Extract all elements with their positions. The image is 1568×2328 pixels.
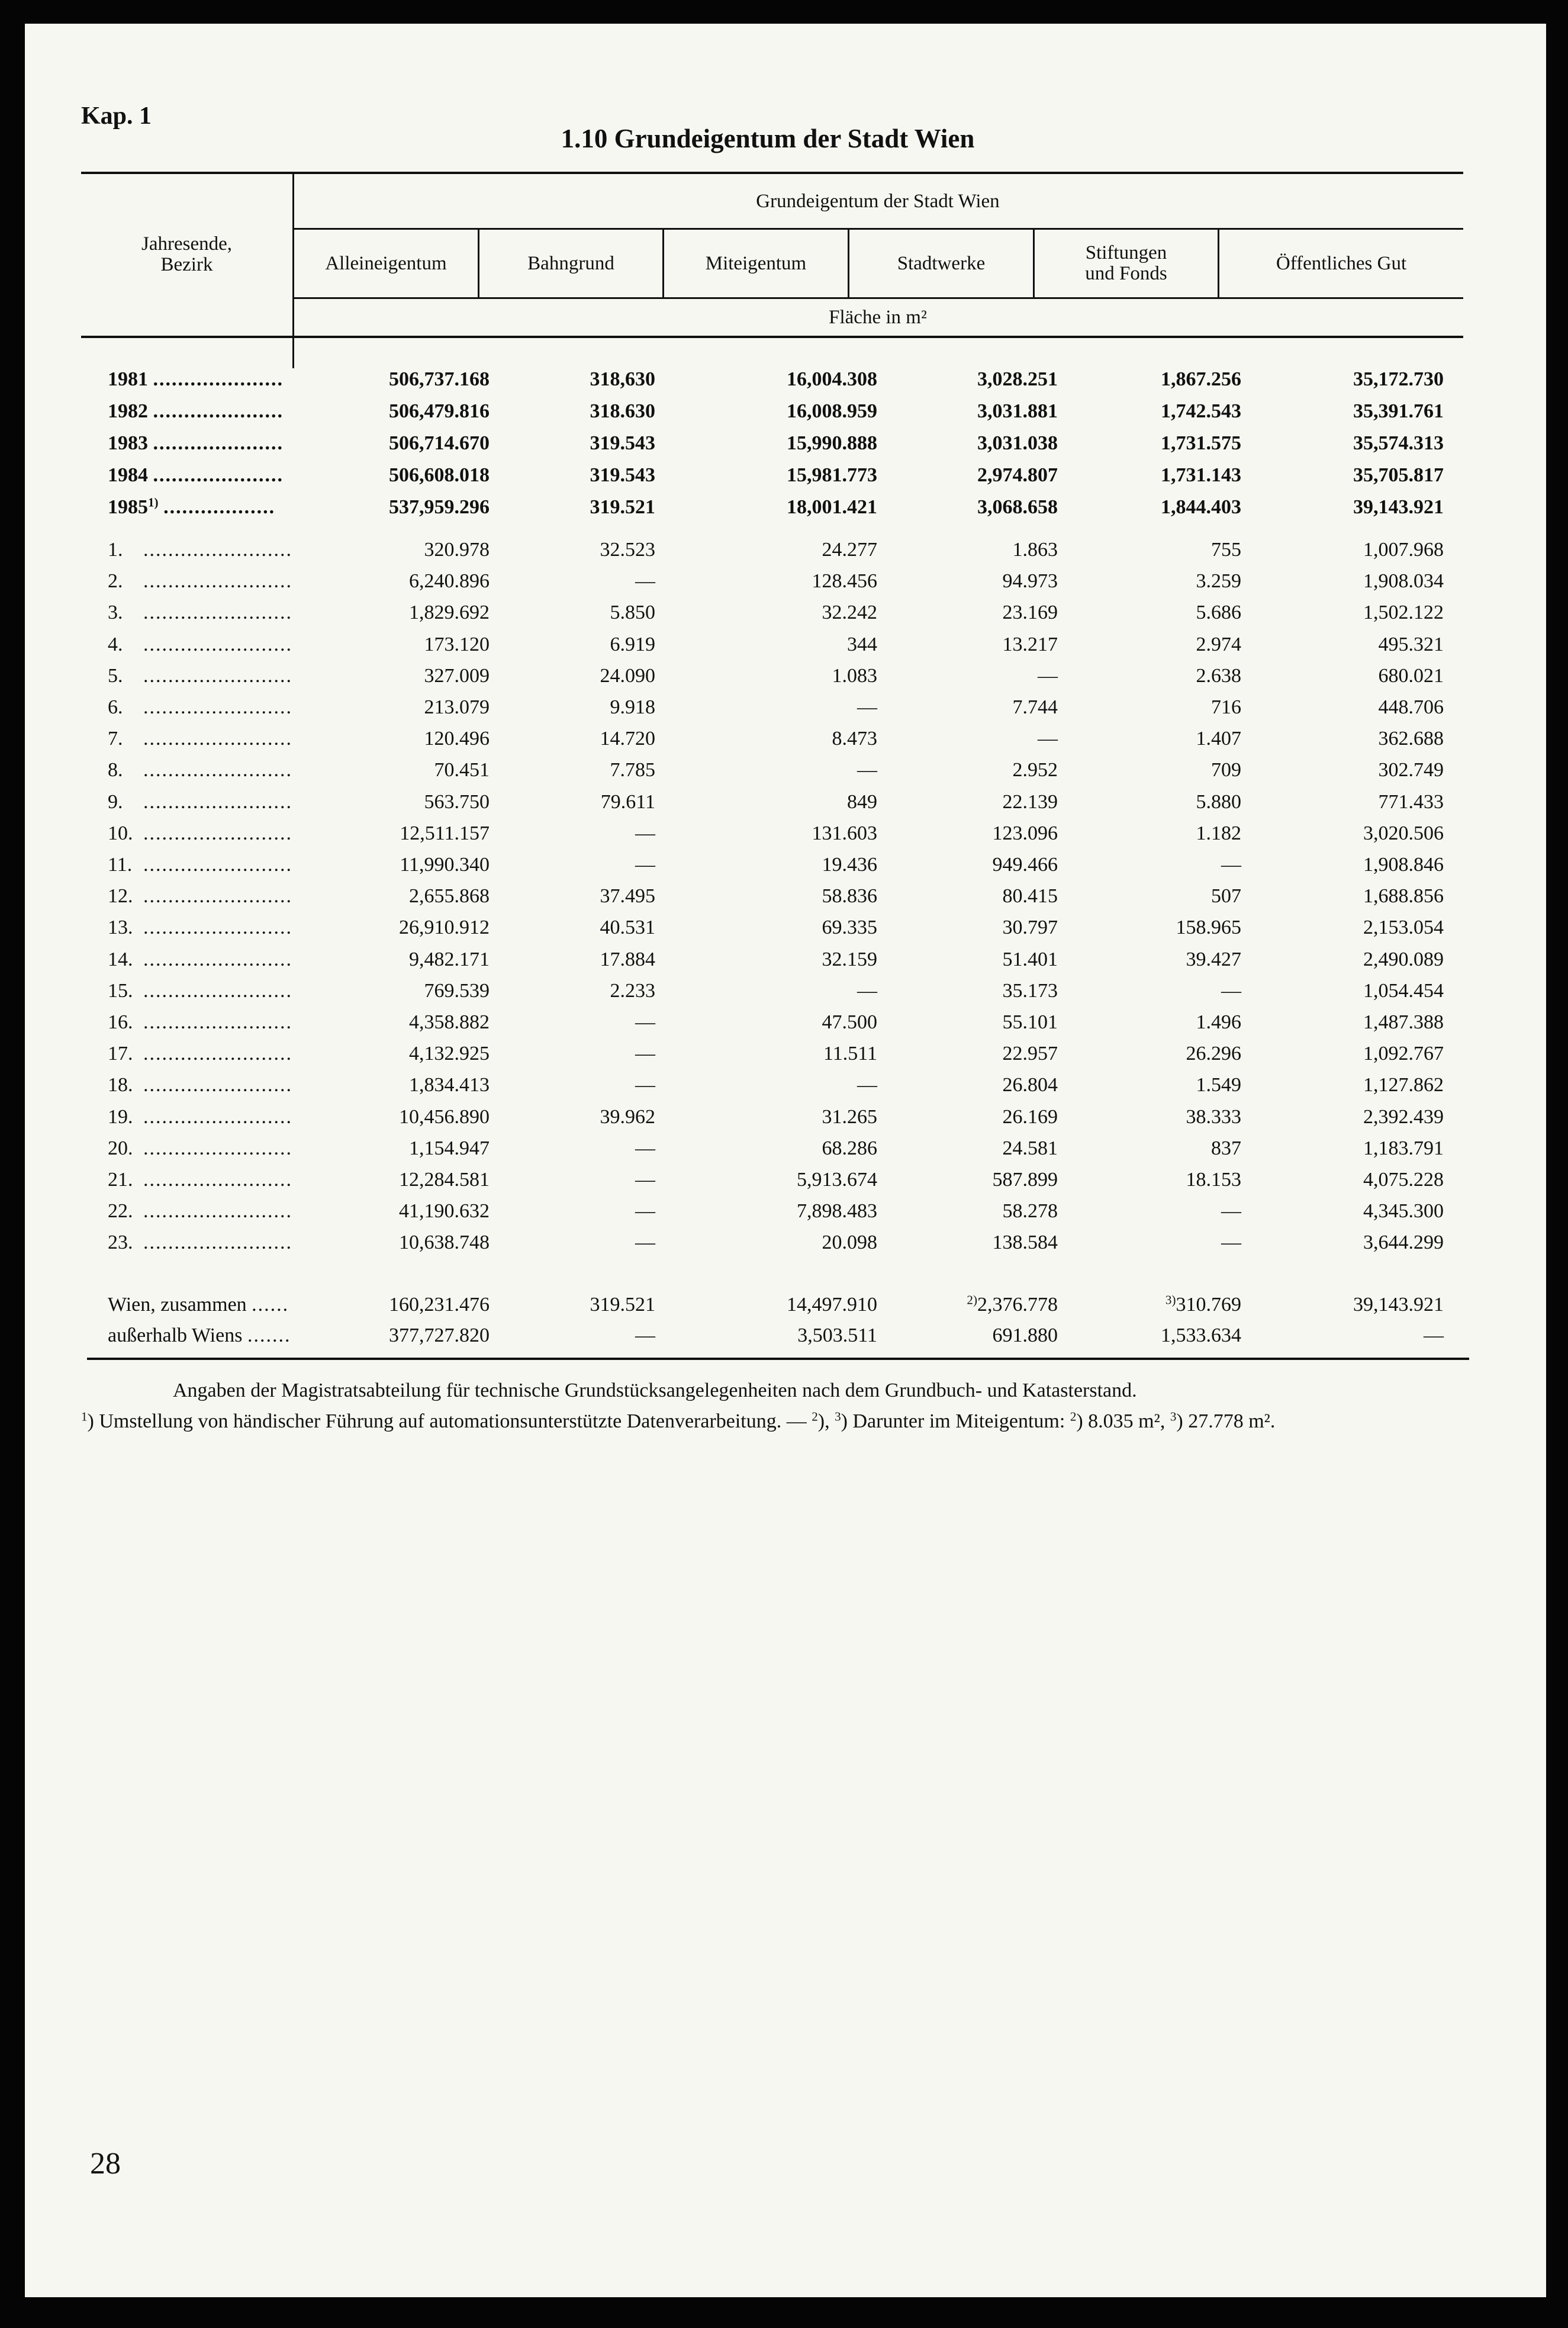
table-cell: 26,910.912 [399,917,490,939]
row-label: 12. ........................ [108,885,292,908]
table-cell: 35,172.730 [1353,368,1444,390]
table-cell: 506,608.018 [389,464,490,486]
table-cell: 8.473 [832,728,877,750]
table-cell: 15,990.888 [787,432,877,454]
table-cell: — [635,570,655,593]
table-row-district [84,816,1469,848]
table-row-district [84,690,1469,722]
table-cell: 12,284.581 [399,1169,490,1191]
table-cell: 448.706 [1378,696,1444,718]
table-cell: 506,714.670 [389,432,490,454]
table-cell: 38.333 [1186,1105,1241,1128]
row-label: 2. ........................ [108,570,292,593]
table-cell: 213.079 [424,696,490,718]
table-cell: 10,456.890 [399,1105,490,1128]
table-row-district [84,1068,1469,1100]
chapter-label: Kap. 1 [81,102,152,130]
table-cell: 138.584 [992,1231,1058,1254]
table-cell: 1,731.575 [1161,432,1241,454]
table-cell: 1.407 [1196,728,1241,750]
table-row-district [84,1131,1469,1163]
table-cell: 9,482.171 [409,948,490,970]
table-row-total [84,1288,1469,1320]
table-cell: 327.009 [424,664,490,687]
table-cell: 1,867.256 [1161,368,1241,390]
table-cell: 26.296 [1186,1043,1241,1065]
table-cell: 39,143.921 [1353,1294,1444,1316]
footnote-marker: 2) [967,1292,977,1307]
table-cell: 14.720 [600,728,655,750]
table-cell: 18.153 [1186,1169,1241,1191]
table-cell: 3,644.299 [1363,1231,1444,1254]
table-cell: 3,028.251 [977,368,1058,390]
table-cell: 17.884 [600,948,655,970]
table-cell: 24.277 [822,539,877,561]
table-cell: 7,898.483 [797,1200,877,1223]
table-row-total [84,1319,1469,1351]
table-cell: 4,075.228 [1363,1169,1444,1191]
table-cell: 1,183.791 [1363,1137,1444,1159]
table-cell: 1,908.034 [1363,570,1444,593]
table-cell: 2.638 [1196,664,1241,687]
table-cell: 2,974.807 [977,464,1058,486]
row-label: 5. ........................ [108,664,292,687]
table-cell: 1.083 [832,664,877,687]
table-cell: 755 [1211,539,1241,561]
table-row-district [84,911,1469,943]
table-cell: 949.466 [992,854,1058,876]
table-cell: 79.611 [600,790,655,813]
table-cell: 30.797 [1002,917,1058,939]
row-label: Wien, zusammen ...... [108,1294,289,1316]
table-cell: 1.182 [1196,822,1241,844]
table-row-district [84,753,1469,785]
table-cell: 318.630 [590,400,655,422]
table-row-district [84,722,1469,754]
table-row-year [84,394,1469,426]
table-cell: — [635,1074,655,1097]
table-row-district [84,1100,1469,1132]
table-cell: 319.543 [590,432,655,454]
document-page [25,24,1546,2297]
source-note: Angaben der Magistratsabteilung für technische Grundstücksangelegenheiten nach dem Grundbuch- und Katasterstand. [173,1380,1137,1401]
table-cell: 26.169 [1002,1105,1058,1128]
table-cell: 173.120 [424,633,490,655]
table-cell: — [635,1043,655,1065]
table-row-district [84,1226,1469,1258]
column-header-miteigentum: Miteigentum [705,252,807,274]
table-cell: 47.500 [822,1011,877,1033]
table-cell: 41,190.632 [399,1200,490,1223]
footnote-marker: 3) [1165,1292,1176,1307]
table-cell: 20.098 [822,1231,877,1254]
table-cell: 68.286 [822,1137,877,1159]
table-row-district [84,1037,1469,1069]
table-cell: 14,497.910 [787,1294,877,1316]
table-cell: 1,054.454 [1363,979,1444,1002]
table-row-year [84,362,1469,394]
table-cell: 31.265 [822,1105,877,1128]
table-cell: 1,487.388 [1363,1011,1444,1033]
table-cell: 35.173 [1002,979,1058,1002]
table-row-district [84,596,1469,628]
table-cell: 2.233 [610,979,655,1002]
table-cell: 1,731.143 [1161,464,1241,486]
table-cell: 771.433 [1378,790,1444,813]
table-cell: 18,001.421 [787,496,877,518]
table-row-district [84,533,1469,565]
table-cell: 123.096 [992,822,1058,844]
table-cell: 24.090 [600,664,655,687]
row-label: 1981 ..................... [108,368,284,390]
table-row-year [84,458,1469,490]
table-cell: 39.962 [600,1105,655,1128]
unit-label: Fläche in m² [829,306,927,328]
table-cell: 4,345.300 [1363,1200,1444,1223]
table-top-rule [81,172,1463,174]
table-cell: 1,688.856 [1363,885,1444,908]
table-cell: 128.456 [812,570,877,593]
table-cell: 5.850 [610,602,655,624]
row-label: 15. ........................ [108,979,292,1002]
table-cell: 506,737.168 [389,368,490,390]
column-header-oeffentliches-gut: Öffentliches Gut [1276,252,1407,274]
table-row-district [84,1194,1469,1226]
table-cell: 37.495 [600,885,655,908]
table-cell: — [857,979,877,1002]
table-cell: 58.836 [822,885,877,908]
table-cell: 10,638.748 [399,1231,490,1254]
table-cell: $^{3)}$310.769 [1165,1292,1241,1316]
table-row-district [84,1163,1469,1195]
table-cell: 2,655.868 [409,885,490,908]
table-cell: 320.978 [424,539,490,561]
table-cell: 769.539 [424,979,490,1002]
table-cell: 537,959.296 [389,496,490,518]
table-cell: 69.335 [822,917,877,939]
table-cell: 506,479.816 [389,400,490,422]
table-cell: — [635,1200,655,1223]
table-cell: 3,068.658 [977,496,1058,518]
table-cell: — [857,759,877,782]
table-cell: 1,092.767 [1363,1043,1444,1065]
table-cell: 35,705.817 [1353,464,1444,486]
table-cell: 716 [1211,696,1241,718]
row-label: 8. ........................ [108,759,292,782]
row-label: 1985$^{1)}$ .................. [108,495,276,518]
table-cell: 19.436 [822,854,877,876]
table-cell: 849 [847,790,877,813]
table-cell: 318,630 [590,368,655,390]
table-cell: — [635,1169,655,1191]
table-cell: — [1221,854,1241,876]
column-header-stiftungen: Stiftungen und Fonds [1085,242,1167,284]
table-cell: 344 [847,633,877,655]
table-cell: 1,834.413 [409,1074,490,1097]
table-cell: 5.880 [1196,790,1241,813]
table-cell: 51.401 [1002,948,1058,970]
table-cell: 1,829.692 [409,602,490,624]
table-cell: 302.749 [1378,759,1444,782]
table-bottom-rule [87,1358,1469,1360]
table-cell: 6.919 [610,633,655,655]
header-bottom-rule [81,336,1463,338]
table-row-district [84,628,1469,660]
row-label: 11. ........................ [108,854,292,876]
row-label: 9. ........................ [108,790,292,813]
row-label: 19. ........................ [108,1105,292,1128]
table-cell: 70.451 [434,759,490,782]
table-cell: — [857,696,877,718]
table-cell: 9.918 [610,696,655,718]
table-cell: — [635,854,655,876]
table-cell: 6,240.896 [409,570,490,593]
table-cell: 22.957 [1002,1043,1058,1065]
table-cell: 837 [1211,1137,1241,1159]
table-cell: 39.427 [1186,948,1241,970]
row-label: 1983 ..................... [108,432,284,454]
table-cell: 2.974 [1196,633,1241,655]
table-cell: 3,031.038 [977,432,1058,454]
footnote: $^1$) Umstellung von händischer Führung auf automationsunterstützte Datenverarbeitung. — $^2$), $^3$) Darunter im Miteigentum: $^2$) 8.035 m², $^3$) 27.778 m². [81,1409,1276,1432]
table-row-district [84,564,1469,596]
row-label: 13. ........................ [108,917,292,939]
table-cell: 1,742.543 [1161,400,1241,422]
column-header-stadtwerke: Stadtwerke [897,252,986,274]
row-label: 7. ........................ [108,728,292,750]
table-cell: 709 [1211,759,1241,782]
table-cell: — [857,1074,877,1097]
table-cell: 158.965 [1176,917,1241,939]
table-cell: 120.496 [424,728,490,750]
table-cell: — [1038,728,1058,750]
table-cell: 1.496 [1196,1011,1241,1033]
table-cell: 35,574.313 [1353,432,1444,454]
row-label: 18. ........................ [108,1074,292,1097]
table-cell: 3,031.881 [977,400,1058,422]
table-row-district [84,785,1469,817]
header-group-label: Grundeigentum der Stadt Wien [756,190,1000,212]
table-cell: 32.242 [822,602,877,624]
table-cell: 39,143.921 [1353,496,1444,518]
row-label: 17. ........................ [108,1043,292,1065]
column-header-alleineigentum: Alleineigentum [325,252,447,274]
table-cell: 319.521 [590,496,655,518]
table-cell: 23.169 [1002,602,1058,624]
table-cell: 319.521 [590,1294,655,1316]
table-cell: 7.785 [610,759,655,782]
table-cell: 4,132.925 [409,1043,490,1065]
table-cell: 32.159 [822,948,877,970]
row-label: 14. ........................ [108,948,292,970]
column-header-bahngrund: Bahngrund [527,252,614,274]
table-cell: 3.259 [1196,570,1241,593]
table-cell: 1,908.846 [1363,854,1444,876]
table-cell: 5,913.674 [797,1169,877,1191]
table-cell: 80.415 [1002,885,1058,908]
page-number: 28 [90,2147,121,2181]
table-cell: 3,503.511 [797,1324,877,1346]
table-cell: 1.549 [1196,1074,1241,1097]
row-label: 4. ........................ [108,633,292,655]
table-cell: 1,007.968 [1363,539,1444,561]
table-cell: 26.804 [1002,1074,1058,1097]
row-label: 23. ........................ [108,1231,292,1254]
header-row-label: Jahresende, Bezirk [141,233,232,275]
footnote-marker: 1) [148,495,159,510]
table-cell: 13.217 [1002,633,1058,655]
table-cell: 40.531 [600,917,655,939]
table-cell: 16,008.959 [787,400,877,422]
table-cell: 7.744 [1012,696,1058,718]
table-cell: 680.021 [1378,664,1444,687]
table-cell: 1,154.947 [409,1137,490,1159]
table-cell: 1,533.634 [1161,1324,1241,1346]
row-label: 1982 ..................... [108,400,284,422]
table-row-district [84,1005,1469,1037]
table-cell: 11,990.340 [400,854,490,876]
table-cell: 160,231.476 [389,1294,490,1316]
table-cell: 32.523 [600,539,655,561]
table-cell: 35,391.761 [1353,400,1444,422]
table-cell: — [635,1011,655,1033]
row-label: außerhalb Wiens ....... [108,1324,291,1346]
table-row-district [84,848,1469,880]
row-label: 16. ........................ [108,1011,292,1033]
table-cell: 495.321 [1378,633,1444,655]
table-cell: 2,490.089 [1363,948,1444,970]
table-row-district [84,943,1469,975]
table-cell: 2.952 [1012,759,1058,782]
table-cell: — [1221,979,1241,1002]
table-cell: — [1038,664,1058,687]
table-cell: 1,844.403 [1161,496,1241,518]
table-cell: 3,020.506 [1363,822,1444,844]
table-cell: 507 [1211,885,1241,908]
table-cell: 5.686 [1196,602,1241,624]
table-cell: 22.139 [1002,790,1058,813]
table-cell: 563.750 [424,790,490,813]
table-cell: 94.973 [1002,570,1058,593]
table-cell: — [1221,1200,1241,1223]
table-cell: 12,511.157 [400,822,490,844]
table-cell: — [635,1231,655,1254]
table-cell: 2,153.054 [1363,917,1444,939]
table-cell: 58.278 [1002,1200,1058,1223]
table-cell: — [1424,1324,1444,1346]
table-cell: 4,358.882 [409,1011,490,1033]
table-cell: $^{2)}$2,376.778 [967,1292,1058,1316]
table-row-year [84,426,1469,458]
row-label: 21. ........................ [108,1169,292,1191]
row-label: 10. ........................ [108,822,292,844]
table-cell: 2,392.439 [1363,1105,1444,1128]
table-row-district [84,974,1469,1006]
table-cell: 1.863 [1012,539,1058,561]
table-cell: 587.899 [992,1169,1058,1191]
table-cell: 24.581 [1002,1137,1058,1159]
table-cell: 16,004.308 [787,368,877,390]
row-label: 6. ........................ [108,696,292,718]
table-title: 1.10 Grundeigentum der Stadt Wien [561,124,975,153]
table-row-year [84,490,1469,522]
table-cell: 319.543 [590,464,655,486]
table-cell: 1,127.862 [1363,1074,1444,1097]
row-label: 3. ........................ [108,602,292,624]
table-cell: 131.603 [812,822,877,844]
row-label: 22. ........................ [108,1200,292,1223]
table-cell: — [635,1137,655,1159]
table-cell: 55.101 [1002,1011,1058,1033]
table-row-district [84,879,1469,911]
table-cell: 1,502.122 [1363,602,1444,624]
row-label: 1984 ..................... [108,464,284,486]
table-cell: — [1221,1231,1241,1254]
row-label: 20. ........................ [108,1137,292,1159]
table-cell: 377,727.820 [389,1324,490,1346]
table-cell: — [635,1324,655,1346]
table-cell: 15,981.773 [787,464,877,486]
table-cell: 691.880 [992,1324,1058,1346]
table-cell: — [635,822,655,844]
table-cell: 11.511 [823,1043,877,1065]
row-label: 1. ........................ [108,539,292,561]
table-row-district [84,659,1469,691]
table-cell: 362.688 [1378,728,1444,750]
